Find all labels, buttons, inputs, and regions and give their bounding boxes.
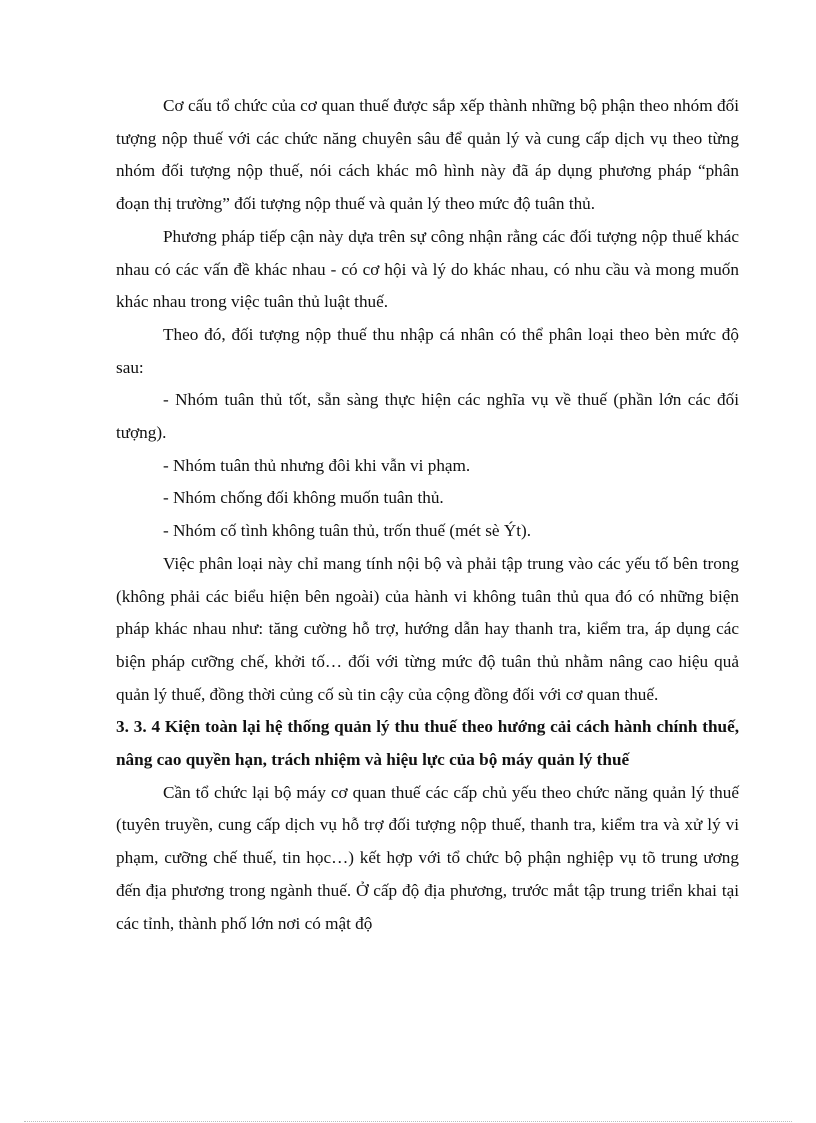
- paragraph-reorganization: Cần tổ chức lại bộ máy cơ quan thuế các cấp chủ yếu theo chức năng quản lý thuế (tuyên truyền, cung cấp dịch vụ hỗ trợ đối tượng nộp thuế, thanh tra, kiểm tra và xử lý vi phạm, cưỡng chế thuế, tin học…) kết hợp với tổ chức bộ phận nghiệp vụ tõ trung ương đến địa phương trong ngành thuế. Ở cấp độ địa phương, trước mắt tập trung triển khai tại các tỉnh, thành phố lớn nơi có mật độ: [116, 782, 739, 933]
- list-item-group-occasional-violation: - Nhóm tuân thủ nhưng đôi khi vẫn vi phạm.: [163, 455, 471, 475]
- list-item-group-resistant: - Nhóm chống đối không muốn tuân thủ.: [163, 488, 444, 508]
- section-heading-3-3-4: 3. 3. 4 Kiện toàn lại hệ thống quản lý thu thuế theo hướng cải cách hành chính thuế, nâng cao quyền hạn, trách nhiệm và hiệu lực của bộ máy quản lý thuế: [116, 717, 739, 770]
- list-item-group-good-compliance: - Nhóm tuân thủ tốt, sẵn sàng thực hiện các nghĩa vụ về thuế (phần lớn các đối tượng).: [116, 390, 739, 443]
- document-body: [116, 90, 739, 940]
- list-item-group-intentional-evasion: - Nhóm cố tình không tuân thủ, trốn thuế (mét sè Ýt).: [163, 521, 532, 541]
- page-bottom-divider: [24, 1121, 792, 1122]
- paragraph-approach: Phương pháp tiếp cận này dựa trên sự công nhận rằng các đối tượng nộp thuế khác nhau có các vấn đề khác nhau - có cơ hội và lý do khác nhau, có nhu cầu và mong muốn khác nhau trong việc tuân thủ luật thuế.: [116, 226, 739, 312]
- paragraph-organization-structure: Cơ cấu tổ chức của cơ quan thuế được sắp xếp thành những bộ phận theo nhóm đối tượng nộp thuế với các chức năng chuyên sâu để quản lý và cung cấp dịch vụ theo từng nhóm đối tượng nộp thuế, nói cách khác mô hình này đã áp dụng phương pháp “phân đoạn thị trường” đối tượng nộp thuế và quản lý theo mức độ tuân thủ.: [116, 96, 739, 214]
- paragraph-classification-purpose: Việc phân loại này chỉ mang tính nội bộ và phải tập trung vào các yếu tố bên trong (không phải các biểu hiện bên ngoài) của hành vi không tuân thủ qua đó có những biện pháp khác nhau như: tăng cường hỗ trợ, hướng dẫn hay thanh tra, kiểm tra, áp dụng các biện pháp cưỡng chế, khởi tố… đối với từng mức độ tuân thủ nhằm nâng cao hiệu quả quản lý thuế, đồng thời củng cố sù tin cậy của cộng đồng đối với cơ quan thuế.: [116, 553, 739, 704]
- paragraph-classification-intro: Theo đó, đối tượng nộp thuế thu nhập cá nhân có thể phân loại theo bèn mức độ sau:: [116, 324, 739, 377]
